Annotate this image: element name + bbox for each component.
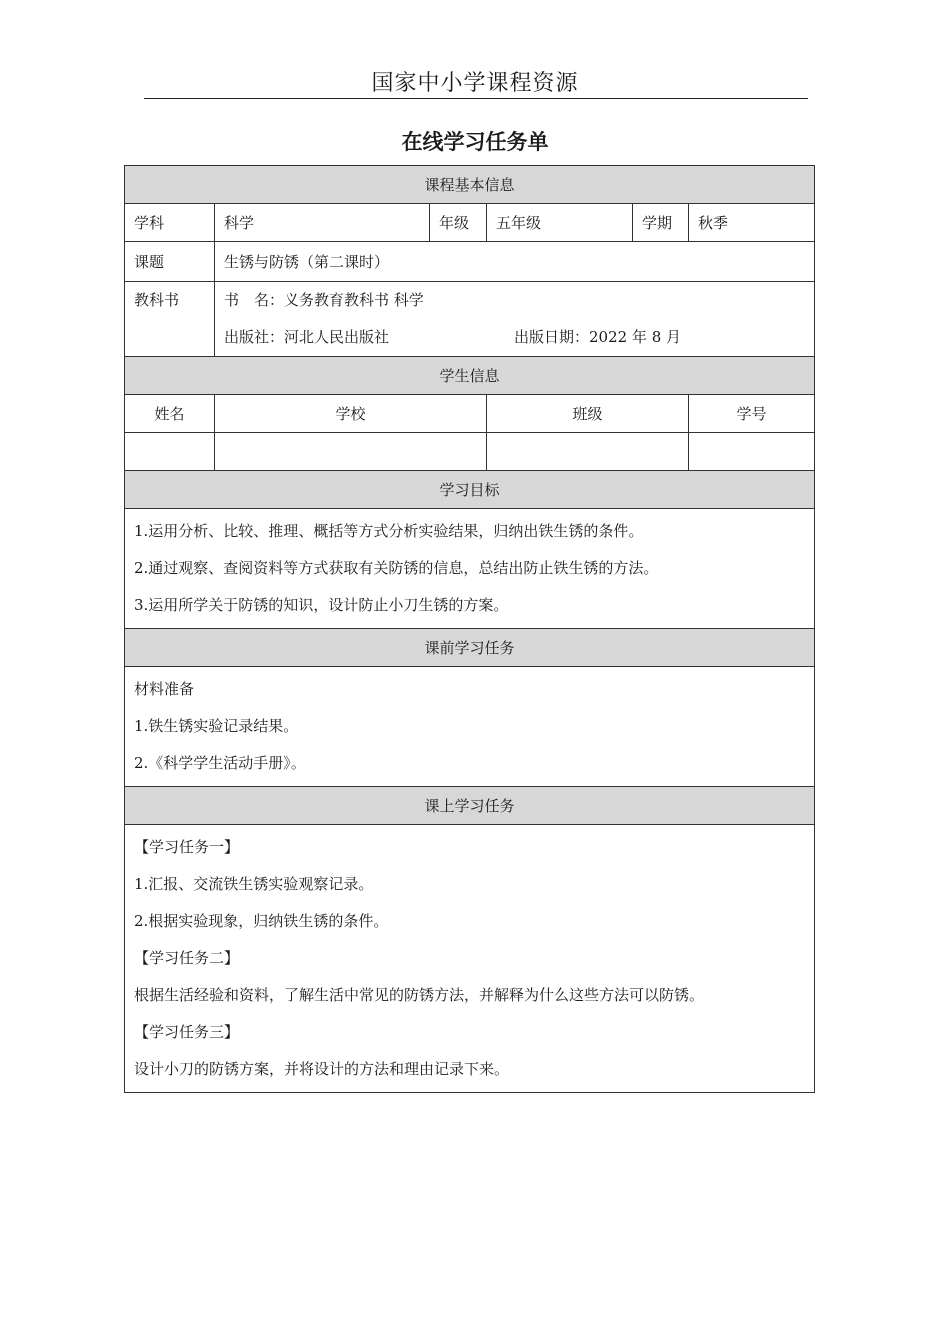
in-class-section-title: 课上学习任务 [125, 787, 815, 825]
in-class-list [125, 825, 815, 1093]
pre-class-content-row [125, 667, 815, 787]
topic-row [125, 242, 815, 282]
goals-section-title: 学习目标 [125, 471, 815, 509]
site-header-title: 国家中小学课程资源 [371, 71, 579, 96]
task-3-item: 设计小刀的防锈方案，并将设计的方法和理由记录下来。 [134, 1060, 510, 1078]
topic-value: 生锈与防锈（第二课时） [215, 242, 815, 282]
subject-label: 学科 [125, 204, 215, 242]
goals-list [125, 509, 815, 629]
school-header: 学校 [215, 395, 487, 433]
course-info-header-row [125, 166, 815, 204]
term-label: 学期 [633, 204, 689, 242]
goals-content-row [125, 509, 815, 629]
pre-class-item: 2.《科学学生活动手册》。 [134, 754, 306, 772]
task-1-item: 2.根据实验现象，归纳铁生锈的条件。 [134, 912, 389, 930]
task-sheet-table [124, 165, 815, 1093]
pre-class-header-row [125, 629, 815, 667]
task-2-item: 根据生活经验和资料，了解生活中常见的防锈方法，并解释为什么这些方法可以防锈。 [134, 986, 705, 1004]
goal-item: 1.运用分析、比较、推理、概括等方式分析实验结果，归纳出铁生锈的条件。 [134, 522, 644, 540]
student-info-columns-row [125, 395, 815, 433]
textbook-row [125, 282, 815, 357]
textbook-details [215, 282, 815, 357]
term-value: 秋季 [689, 204, 815, 242]
topic-label: 课题 [125, 242, 215, 282]
textbook-label: 教科书 [134, 291, 180, 309]
subject-value: 科学 [215, 204, 430, 242]
book-name: 书 名：义务教育教科书 科学 [224, 291, 424, 309]
in-class-content-row [125, 825, 815, 1093]
student-info-input-row [125, 433, 815, 471]
class-header: 班级 [487, 395, 689, 433]
grade-label: 年级 [430, 204, 487, 242]
student-name-header: 姓名 [125, 395, 215, 433]
pre-class-list [125, 667, 815, 787]
publish-date: 出版日期：2022 年 8 月 [514, 328, 682, 346]
student-info-header-row [125, 357, 815, 395]
pre-class-section-title: 课前学习任务 [125, 629, 815, 667]
subject-row [125, 204, 815, 242]
goal-item: 2.通过观察、查阅资料等方式获取有关防锈的信息，总结出防止铁生锈的方法。 [134, 559, 659, 577]
course-info-section-title: 课程基本信息 [125, 166, 815, 204]
task-2-title: 【学习任务二】 [134, 949, 240, 967]
goals-header-row [125, 471, 815, 509]
document-title: 在线学习任务单 [401, 130, 549, 154]
student-info-section-title: 学生信息 [125, 357, 815, 395]
task-1-title: 【学习任务一】 [134, 838, 240, 856]
materials-heading: 材料准备 [134, 680, 195, 698]
student-id-field[interactable] [689, 433, 815, 471]
student-id-header: 学号 [689, 395, 815, 433]
school-field[interactable] [215, 433, 487, 471]
in-class-header-row [125, 787, 815, 825]
task-1-item: 1.汇报、交流铁生锈实验观察记录。 [134, 875, 374, 893]
grade-value: 五年级 [487, 204, 633, 242]
publisher: 出版社：河北人民出版社 [224, 328, 390, 346]
class-field[interactable] [487, 433, 689, 471]
task-3-title: 【学习任务三】 [134, 1023, 240, 1041]
goal-item: 3.运用所学关于防锈的知识，设计防止小刀生锈的方案。 [134, 596, 509, 614]
student-name-field[interactable] [125, 433, 215, 471]
header-divider [144, 98, 808, 99]
pre-class-item: 1.铁生锈实验记录结果。 [134, 717, 299, 735]
